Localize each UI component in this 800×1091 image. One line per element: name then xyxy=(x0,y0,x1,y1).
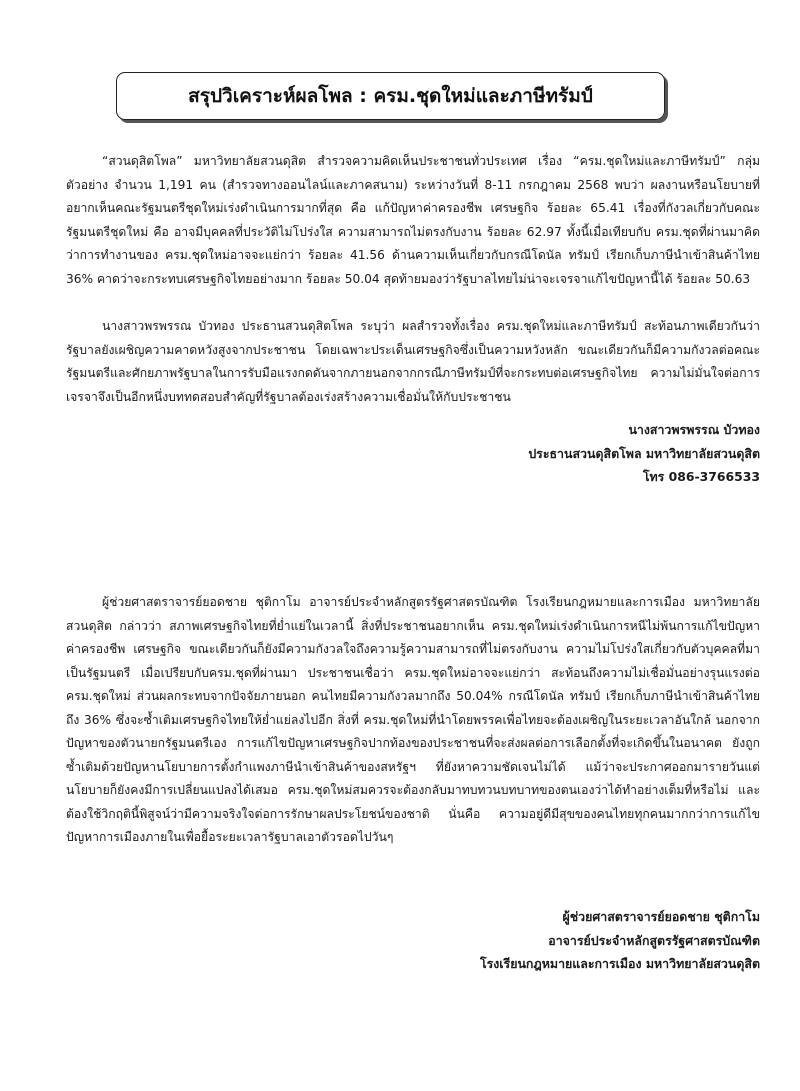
signature-affiliation: โรงเรียนกฎหมายและการเมือง มหาวิทยาลัยสวนดุสิต xyxy=(479,956,760,971)
page-title: สรุปวิเคราะห์ผลโพล : ครม.ชุดใหม่และภาษีทรัมป์ xyxy=(188,85,593,107)
signature-name: นางสาวพรพรรณ บัวทอง xyxy=(628,422,760,437)
signature-position: ประธานสวนดุสิตโพล มหาวิทยาลัยสวนดุสิต xyxy=(528,445,760,461)
title-box xyxy=(116,72,665,120)
signature-block-analyst xyxy=(480,905,760,976)
signature-position: อาจารย์ประจำหลักสูตรรัฐศาสตรบัณฑิต xyxy=(548,932,760,948)
signature-name: ผู้ช่วยศาสตราจารย์ยอดชาย ชุติกาโม xyxy=(562,909,760,924)
paragraph-analyst-commentary: ผู้ช่วยศาสตราจารย์ยอดชาย ชุติกาโม อาจารย์ประจำหลักสูตรรัฐศาสตรบัณฑิต โรงเรียนกฎหมายและการเมือง มหาวิทยาลัยสวนดุสิต กล่าวว่า สภาพเศรษฐกิจไทยที่ย่ำแย่ในเวลานี้ สิ่งที่ประชาชนอยากเห็น ครม.ชุดใหม่เร่งดำเนินการหนีไม่พ้นการแก้ไขปัญหาค่าครองชีพ เศรษฐกิจ ขณะเดียวกันก็ยังมีความกังวลใจถึงความรู้ความสามารถที่ไม่ตรงกับงาน ความไม่โปร่งใสเกี่ยวกับตัวบุคคลที่มาเป็นรัฐมนตรี เมื่อเปรียบกับครม.ชุดที่ผ่านมา ประชาชนเชื่อว่า ครม.ชุดใหม่อาจจะแย่กว่า สะท้อนถึงความไม่เชื่อมั่นอย่างรุนแรงต่อ ครม.ชุดใหม่ ส่วนผลกระทบจากปัจจัยภายนอก คนไทยมีความกังวลมากถึง 50.04% กรณีโดนัล ทรัมป์ เรียกเก็บภาษีนำเข้าสินค้าไทยถึง 36% ซึ่งจะซ้ำเติมเศรษฐกิจไทยให้ย่ำแย่ลงไปอีก สิ่งที่ ครม.ชุดใหม่ที่นำโดยพรรคเพื่อไทยจะต้องเผชิญในระยะเวลาอันใกล้ นอกจากปัญหาของตัวนายกรัฐมนตรีเอง การแก้ไขปัญหาเศรษฐกิจปากท้องของประชาชนที่จะส่งผลต่อการเลือกตั้งที่จะเกิดขึ้นในอนาคต ยังถูกซ้ำเติมด้วยปัญหานโยบายการตั้งกำแพงภาษีนำเข้าสินค้าของสหรัฐฯ ที่ยังหาความชัดเจนไม่ได้ แม้ว่าจะประกาศออกมารายวันแต่นโยบายก็ยังคงมีการเปลี่ยนแปลงได้เสมอ ครม.ชุดใหม่สมควรจะต้องกลับมาทบทวนบทบาทของตนเองว่าได้ทำอย่างเต็มที่หรือไม่ และต้องใช้วิกฤตินี้พิสูจน์ว่ามีความจริงใจต่อการรักษาผลประโยชน์ของชาติ นั่นคือ ความอยู่ดีมีสุขของคนไทยทุกคนมากกว่าการแก้ไขปัญหาการเมืองภายในเพื่อยื้อระยะเวลารัฐบาลเอาตัวรอดไปวันๆ xyxy=(66,595,760,844)
signature-block-director xyxy=(528,418,760,489)
paragraph-director-statement: นางสาวพรพรรณ บัวทอง ประธานสวนดุสิตโพล ระบุว่า ผลสำรวจทั้งเรื่อง ครม.ชุดใหม่และภาษีทรัมป์ สะท้อนภาพเดียวกันว่ารัฐบาลยังเผชิญความคาดหวังสูงจากประชาชน โดยเฉพาะประเด็นเศรษฐกิจซึ่งเป็นความหวังหลัก ขณะเดียวกันก็มีความกังวลต่อคณะรัฐมนตรีและศักยภาพรัฐบาลในการรับมือแรงกดดันจากภายนอกจากกรณีภาษีทรัมป์ที่จะกระทบต่อเศรษฐกิจไทย ความไม่มั่นใจต่อการเจรจาจึงเป็นอีกหนึ่งบททดสอบสำคัญที่รัฐบาลต้องเร่งสร้างความเชื่อมั่นให้กับประชาชน xyxy=(66,319,760,404)
signature-phone: โทร 086-3766533 xyxy=(642,469,760,484)
paragraph-survey-summary: “สวนดุสิตโพล” มหาวิทยาลัยสวนดุสิต สำรวจความคิดเห็นประชาชนทั่วประเทศ เรื่อง “ครม.ชุดใหม่และภาษีทรัมป์” กลุ่มตัวอย่าง จำนวน 1,191 คน (สำรวจทางออนไลน์และภาคสนาม) ระหว่างวันที่ 8-11 กรกฎาคม 2568 พบว่า ผลงานหรือนโยบายที่อยากเห็นคณะรัฐมนตรีชุดใหม่เร่งดำเนินการมากที่สุด คือ แก้ปัญหาค่าครองชีพ เศรษฐกิจ ร้อยละ 65.41 เรื่องที่กังวลเกี่ยวกับคณะรัฐมนตรีชุดใหม่ คือ อาจมีบุคคลที่ประวัติไม่โปร่งใส ความสามารถไม่ตรงกับงาน ร้อยละ 62.97 ทั้งนี้เมื่อเทียบกับ ครม.ชุดที่ผ่านมาคิดว่าการทำงานของ ครม.ชุดใหม่อาจจะแย่กว่า ร้อยละ 41.56 ด้านความเห็นเกี่ยวกับกรณีโดนัล ทรัมป์ เรียกเก็บภาษีนำเข้าสินค้าไทย 36% คาดว่าจะกระทบเศรษฐกิจไทยอย่างมาก ร้อยละ 50.04 สุดท้ายมองว่ารัฐบาลไทยไม่น่าจะเจรจาแก้ไขปัญหานี้ได้ ร้อยละ 50.63 xyxy=(66,154,760,286)
